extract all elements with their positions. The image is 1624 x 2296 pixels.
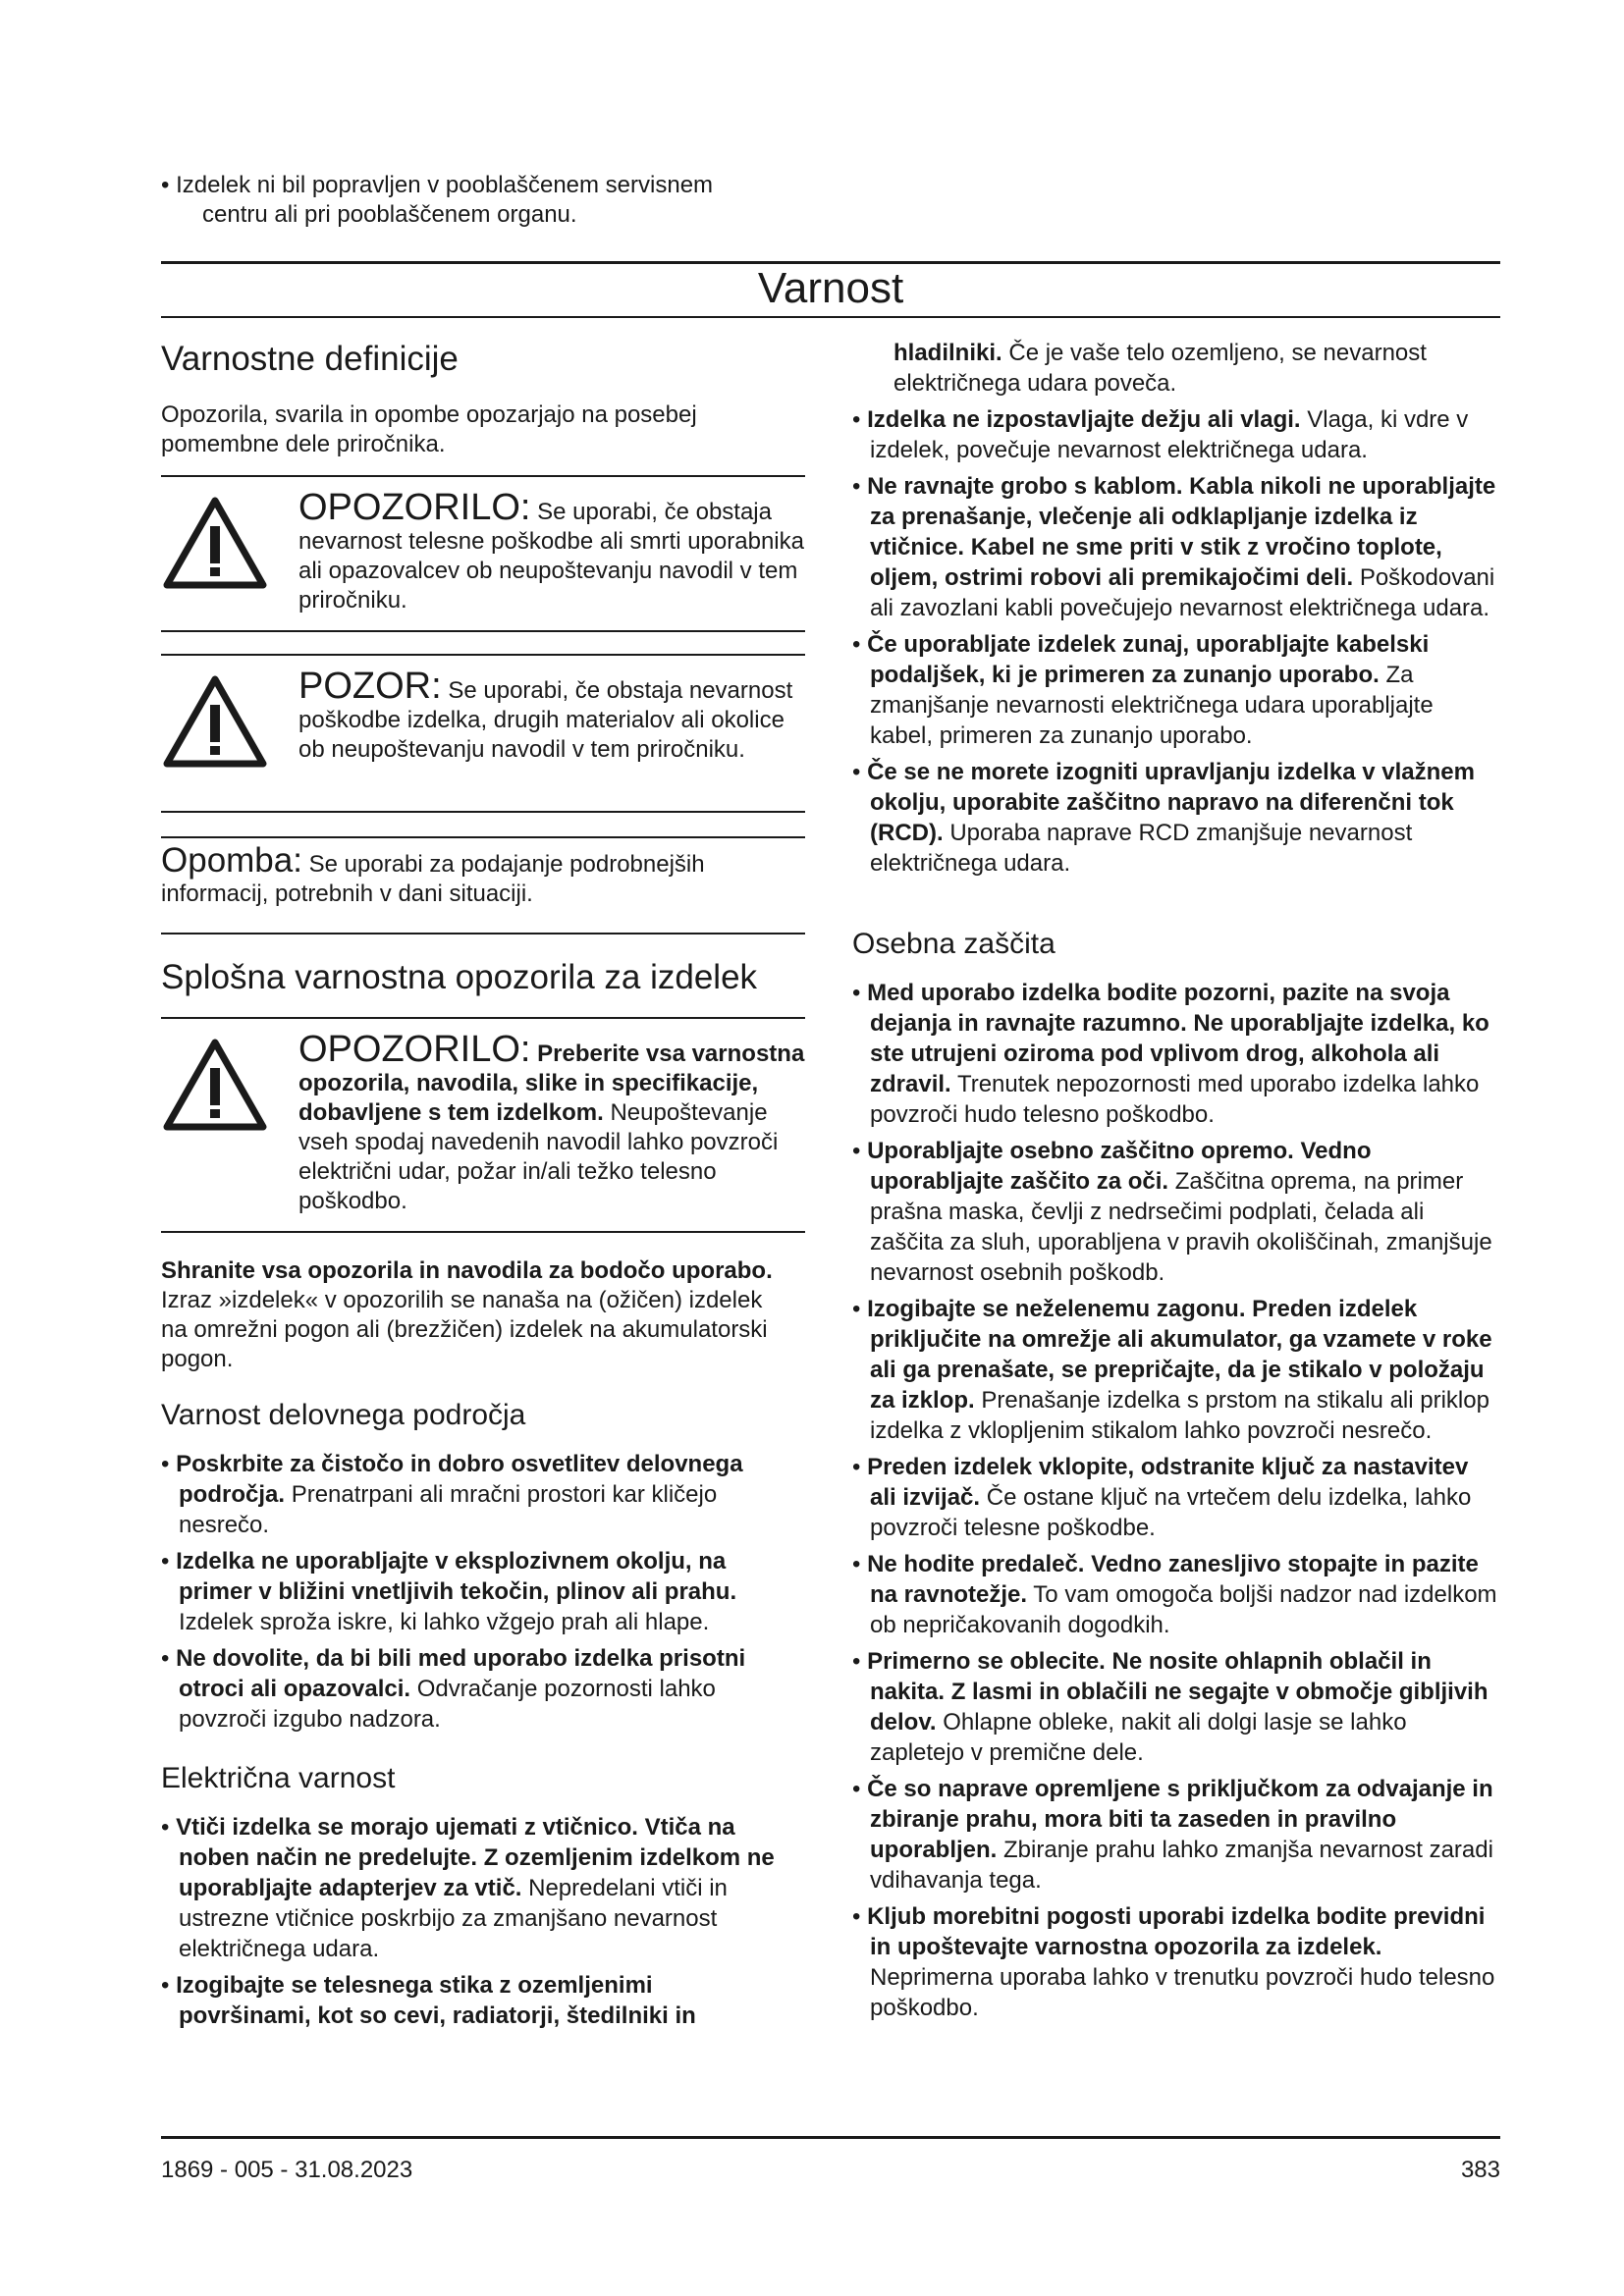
divider bbox=[161, 811, 805, 813]
divider bbox=[161, 630, 805, 632]
general-warning-text: Neupoštevanje vseh spodaj navedenih navodil lahko povzroči električni udar, požar in/ali težko telesno poškodbo. bbox=[298, 1099, 779, 1214]
electrical-list-left bbox=[161, 1812, 789, 2037]
list-item: • Izdelka ne uporabljajte v eksplozivnem okolju, na primer v bližini vnetljivih tekočin, plinov ali prahu. Izdelek sproža iskre, ki lahko vžgejo prah ali hlape. bbox=[161, 1548, 737, 1635]
heading-electrical: Električna varnost bbox=[161, 1762, 396, 1794]
divider bbox=[161, 654, 805, 656]
warning-title: OPOZORILO: bbox=[298, 487, 531, 528]
safety-definitions-intro: Opozorila, svarila in opombe opozarjajo na posebej pomembne dele priročnika. bbox=[161, 401, 697, 457]
general-warning bbox=[161, 1029, 805, 1225]
keep-instructions-bold: Shranite vsa opozorila in navodila za bodočo uporabo. bbox=[161, 1257, 773, 1284]
list-item: • Ne dovolite, da bi bili med uporabo izdelka prisotni otroci ali opazovalci. Odvračanje pozornosti lahko povzroči izgubo nadzora. bbox=[161, 1645, 746, 1733]
list-item: • Preden izdelek vklopite, odstranite ključ za nastavitev ali izvijač. Če ostane ključ na vrtečem delu izdelka, lahko povzroči telesne poškodbe. bbox=[852, 1454, 1472, 1541]
list-item: • Izogibajte se telesnega stika z ozemljenimi površinami, kot so cevi, radiatorji, štedilniki in bbox=[161, 1972, 696, 2029]
caution-text: Se uporabi, če obstaja nevarnost poškodbe izdelka, drugih materialov ali okolice ob neupoštevanju navodil v tem priročniku. bbox=[298, 677, 793, 763]
note-definition bbox=[161, 841, 805, 909]
caution-title: POZOR: bbox=[298, 666, 442, 707]
warning-text: Se uporabi, če obstaja nevarnost telesne poškodbe ali smrti uporabnika ali opazovalcev ob neupoštevanju navodil v tem priročniku. bbox=[298, 499, 804, 614]
section-rule-bottom bbox=[161, 316, 1500, 318]
heading-general-warnings: Splošna varnostna opozorila za izdelek bbox=[161, 958, 758, 996]
electrical-list-right bbox=[852, 338, 1500, 884]
footer-rule bbox=[161, 2136, 1500, 2139]
heading-safety-definitions: Varnostne definicije bbox=[161, 340, 459, 378]
list-item: • Med uporabo izdelka bodite pozorni, pazite na svoja dejanja in ravnajte razumno. Ne uporabljajte izdelka, ko ste utrujeni oziroma pod vplivom drog, alkohola ali zdravil. Trenutek nepozornosti med uporabo izdelka lahko povzroči hudo telesno poškodbo. bbox=[852, 980, 1489, 1128]
general-warning-title: OPOZORILO: bbox=[298, 1029, 531, 1070]
continued-list-item: • Izdelek ni bil popravljen v pooblaščenem servisnem centru ali pri pooblaščenem organu. bbox=[161, 172, 714, 228]
section-title: Varnost bbox=[757, 264, 904, 312]
list-item: • Če so naprave opremljene s priključkom za odvajanje in zbiranje prahu, mora biti ta zaseden in pravilno uporabljen. Zbiranje prahu lahko zmanjša nevarnost zaradi vdihavanja tega. bbox=[852, 1776, 1493, 1894]
divider bbox=[161, 836, 805, 838]
heading-work-area: Varnost delovnega področja bbox=[161, 1399, 526, 1431]
note-text: Se uporabi za podajanje podrobnejših informacij, potrebnih v dani situaciji. bbox=[161, 851, 705, 907]
caution-definition bbox=[161, 666, 805, 803]
list-item: • Ne ravnajte grobo s kablom. Kabla nikoli ne uporabljajte za prenašanje, vlečenje ali odklapljanje izdelka iz vtičnice. Kabel ne sme priti v stik z vročino toplote, oljem, ostrimi robovi ali premikajočimi deli. Poškodovani ali zavozlani kabli povečujejo nevarnost električnega udara. bbox=[852, 473, 1496, 621]
warning-triangle-icon bbox=[161, 1037, 269, 1133]
page-number: 383 bbox=[1460, 2157, 1500, 2183]
divider bbox=[161, 475, 805, 477]
list-item: • Ne hodite predaleč. Vedno zanesljivo stopajte in pazite na ravnotežje. To vam omogoča boljši nadzor nad izdelkom ob nepričakovanih dogodkih. bbox=[852, 1551, 1497, 1638]
heading-personal-protection: Osebna zaščita bbox=[852, 928, 1056, 960]
divider bbox=[161, 1017, 805, 1019]
term-definition: Izraz »izdelek« v opozorilih se nanaša na (ožičen) izdelek na omrežni pogon ali (brezžičen) izdelek na akumulatorski pogon. bbox=[161, 1287, 768, 1372]
list-item: • Če uporabljate izdelek zunaj, uporabljajte kabelski podaljšek, ki je primeren za zunanjo uporabo. Za zmanjšanje nevarnosti električnega udara uporabljajte kabel, primeren za zunanjo uporabo. bbox=[852, 631, 1434, 749]
list-item: • Če se ne morete izogniti upravljanju izdelka v vlažnem okolju, uporabite zaščitno napravo na diferenčni tok (RCD). Uporaba naprave RCD zmanjšuje nevarnost električnega udara. bbox=[852, 759, 1475, 877]
note-title: Opomba: bbox=[161, 841, 302, 880]
list-item: • Vtiči izdelka se morajo ujemati z vtičnico. Vtiča na noben način ne predelujte. Z ozemljenim izdelkom ne uporabljajte adapterjev za vtič. Nepredelani vtiči in ustrezne vtičnice poskrbijo za zmanjšano nevarnost električnega udara. bbox=[161, 1814, 775, 1962]
work-area-list bbox=[161, 1449, 789, 1740]
footer-doc-id: 1869 - 005 - 31.08.2023 bbox=[161, 2157, 413, 2183]
warning-triangle-icon bbox=[161, 495, 269, 591]
list-item: • Uporabljajte osebno zaščitno opremo. Vedno uporabljajte zaščito za oči. Zaščitna oprema, na primer prašna maska, čevlji z nedrsečimi podplati, čelada ali zaščita za sluh, uporabljena v pravih okoliščinah, zmanjšuje nevarnost osebnih poškodb. bbox=[852, 1138, 1492, 1286]
list-item: • Kljub morebitni pogosti uporabi izdelka bodite previdni in upoštevajte varnostna opozorila za izdelek. Neprimerna uporaba lahko v trenutku povzroči hudo telesno poškodbo. bbox=[852, 1903, 1495, 2021]
list-item: • Poskrbite za čistočo in dobro osvetlitev delovnega področja. Prenatrpani ali mračni prostori kar kličejo nesrečo. bbox=[161, 1451, 743, 1538]
list-item: • Izogibajte se neželenemu zagonu. Preden izdelek priključite na omrežje ali akumulator, ga vzamete v roke ali ga prenašate, se prepričajte, da je stikalo v položaju za izklop. Prenašanje izdelka s prstom na stikalu ali priklop izdelka z vklopljenim stikalom lahko povzroči nesrečo. bbox=[852, 1296, 1492, 1444]
warning-definition bbox=[161, 487, 805, 624]
keep-instructions bbox=[161, 1256, 789, 1374]
divider bbox=[161, 1231, 805, 1233]
personal-list bbox=[852, 978, 1500, 2029]
general-warning-bold: Preberite vsa varnostna opozorila, navodila, slike in specifikacije, dobavljene s tem izdelkom. bbox=[298, 1041, 805, 1126]
caution-triangle-icon bbox=[161, 673, 269, 770]
list-item: • Izdelka ne izpostavljajte dežju ali vlagi. Vlaga, ki vdre v izdelek, povečuje nevarnost električnega udara. bbox=[852, 406, 1469, 463]
list-item-continued: hladilniki. Če je vaše telo ozemljeno, se nevarnost električnega udara poveča. bbox=[893, 340, 1427, 397]
divider bbox=[161, 933, 805, 934]
list-item: • Primerno se oblecite. Ne nosite ohlapnih oblačil in nakita. Z lasmi in oblačili ne segajte v območje gibljivih delov. Ohlapne obleke, nakit ali dolgi lasje se lahko zapletejo v premične dele. bbox=[852, 1648, 1489, 1766]
